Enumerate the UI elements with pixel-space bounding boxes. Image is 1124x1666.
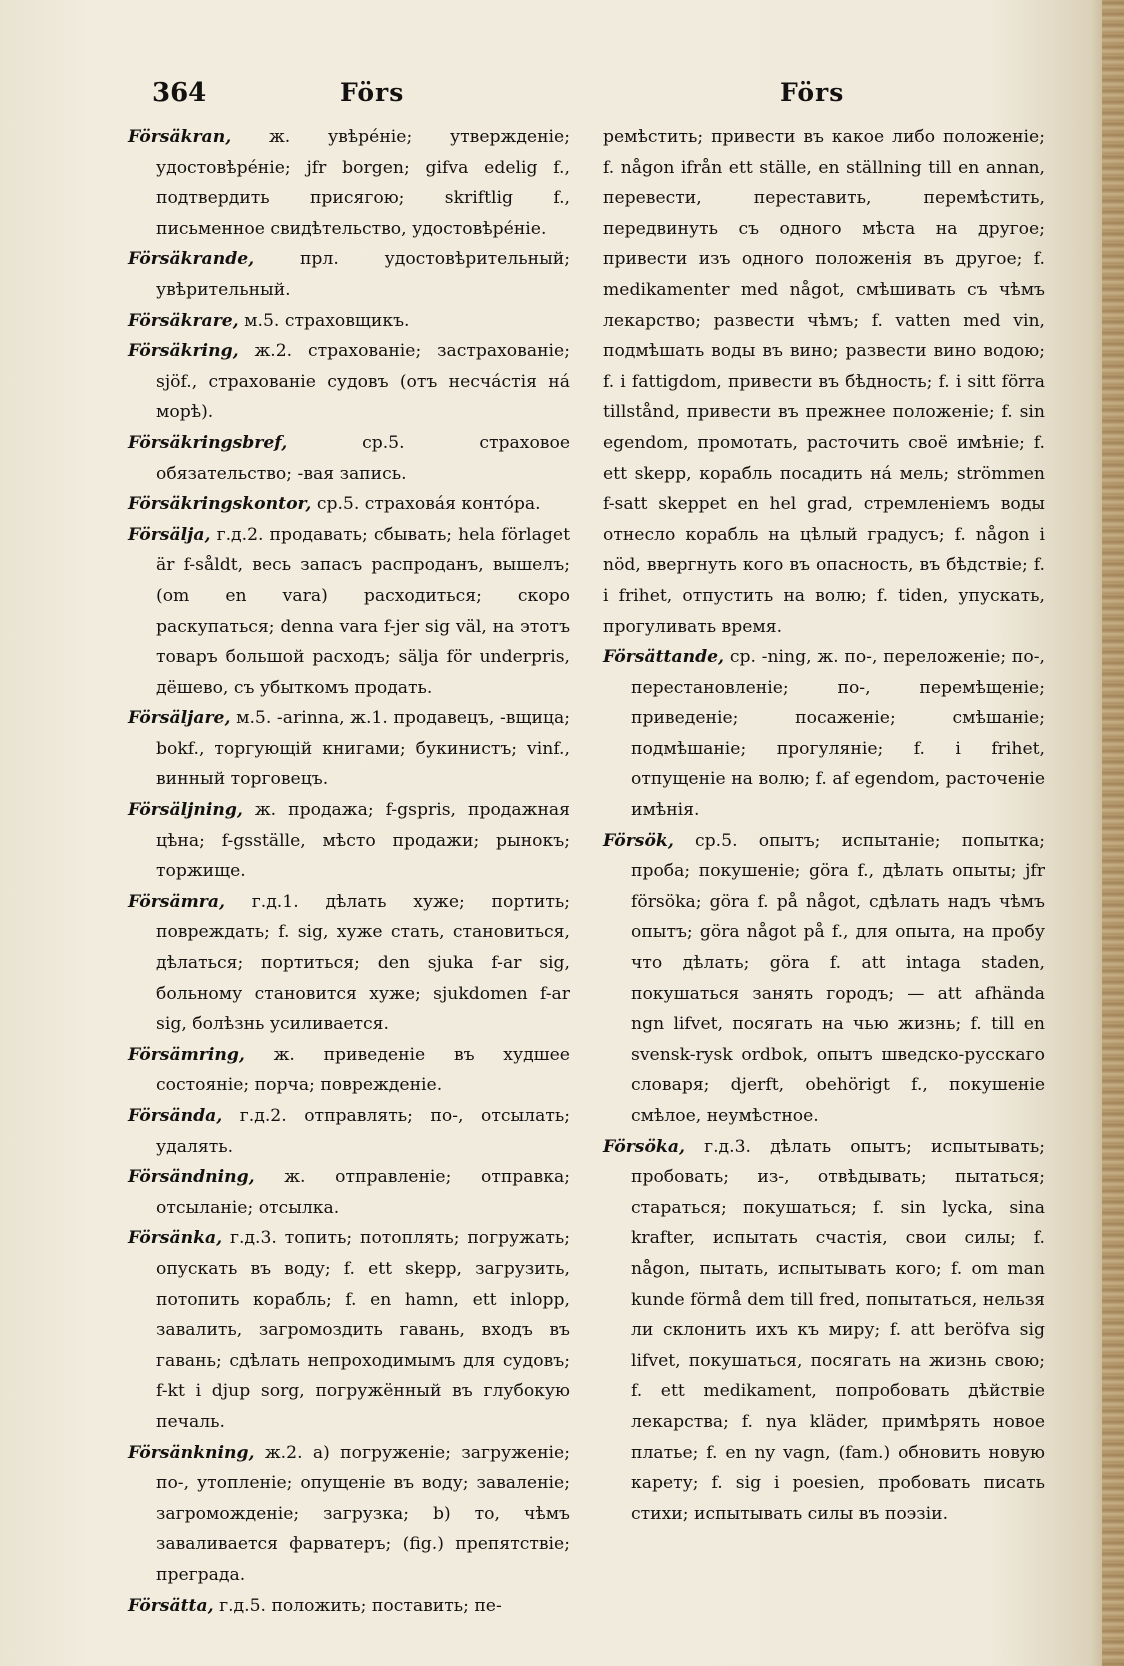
dictionary-entry <box>128 122 570 244</box>
headword: Försök, <box>603 830 674 851</box>
headword: Försöka, <box>603 1136 685 1157</box>
left-column <box>128 122 570 1621</box>
headword: Försälja, <box>128 524 211 545</box>
dictionary-entry <box>128 1438 570 1591</box>
entry-text: ж. увѣрéніе; утвержденіе; удостовѣрéніе; jfr borgen; gifva edelig f., подтвердить присягою; skriftlig f., письменное свидѣтельство, удостовѣрéніе. <box>156 127 570 239</box>
headword: Försäkring, <box>128 341 239 362</box>
headword: Försäljning, <box>128 800 243 821</box>
dictionary-entry <box>128 520 570 704</box>
headword: Försäkringskontor, <box>128 494 312 515</box>
entry-text: г.д.3. дѣлать опытъ; испытывать; пробовать; из-, отвѣдывать; пытаться; стараться; покушаться; f. sin lycka, sina krafter, испытать счастія, свои силы; f. någon, пытать, испытывать кого; f. om man kunde förmå dem till fred, попытаться, нельзя ли склонить ихъ къ миру; f. att beröfva sig lifvet, покушаться, посягать на жизнь свою; f. ett medikament, попробовать дѣйствіе лекарства; f. nya kläder, примѣрять новое платье; f. en ny vagn, (fam.) обновить новую карету; f. sig i poesien, пробовать писать стихи; испытывать силы въ поэзіи. <box>631 1136 1046 1524</box>
entry-text: ср.5. страховое обязательство; -вая запись. <box>156 432 570 484</box>
dictionary-entry <box>128 887 570 1040</box>
page-header <box>0 78 1124 114</box>
page-edge <box>1102 0 1124 1666</box>
dictionary-entry <box>128 1223 570 1437</box>
dictionary-entry <box>128 1591 570 1622</box>
dictionary-entry <box>128 795 570 887</box>
dictionary-entry <box>128 489 570 520</box>
headword: Försämring, <box>128 1044 245 1065</box>
entry-text: м.5. страховщикъ. <box>244 310 410 331</box>
entry-text: г.д.3. топить; потоплять; погружать; опускать въ воду; f. ett skepp, загрузить, потопить корабль; f. en hamn, ett inlopp, завалить, загромоздить гавань, входъ въ гавань; сдѣлать непроходимымъ для судовъ; f-kt i djup sorg, погружённый въ глубокую печаль. <box>156 1228 570 1432</box>
entry-text: г.д.2. продавать; сбывать; hela förlaget är f-såldt, весь запасъ распроданъ, вышелъ; (om en vara) расходиться; скоро раскупаться; denna vara f-jer sig väl, на этотъ товаръ большой расходъ; sälja för underpris, дёшево, съ убыткомъ продать. <box>156 524 571 698</box>
dictionary-entry <box>603 642 1045 826</box>
headword: Försäkrande, <box>128 249 255 270</box>
dictionary-entry <box>128 428 570 489</box>
right-column <box>603 122 1045 1529</box>
headword: Försättande, <box>603 647 725 668</box>
entry-text: прл. удостовѣрительный; увѣрительный. <box>156 249 570 300</box>
dictionary-entry-continued <box>603 122 1045 642</box>
headword: Försäkrare, <box>128 310 239 331</box>
entry-text: ср. -ning, ж. по-, переложеніе; по-, перестановленіе; по-, перемѣщеніе; приведеніе; посаженіе; смѣшаніе; подмѣшаніе; прогуляніе; f. i frihet, отпущеніе на волю; f. af egendom, расточеніе имѣнія. <box>631 647 1045 821</box>
entry-text: м.5. -arinna, ж.1. продавецъ, -вщица; bokf., торгующій книгами; букинистъ; vinf., винный торговецъ. <box>156 708 570 790</box>
dictionary-entry <box>128 1101 570 1162</box>
dictionary-entry <box>128 703 570 795</box>
headword: Försäkran, <box>128 127 232 147</box>
headword: Försäljare, <box>128 708 231 729</box>
entry-text: г.д.5. положить; поставить; пе- <box>219 1595 502 1616</box>
entry-text: г.д.1. дѣлать хуже; портить; повреждать; f. sig, хуже стать, становиться, дѣлаться; портиться; den sjuka f-ar sig, больному становится хуже; sjukdomen f-ar sig, болѣзнь усиливается. <box>156 891 570 1035</box>
entry-text: ср.5. страховáя контóра. <box>316 494 541 515</box>
entry-text: ремѣстить; привести въ какое либо положеніе; f. någon ifrån ett ställe, en ställning till en annan, перевести, переставить, перемѣстить, передвинуть съ одного мѣста на другое; привести изъ одного положенія въ другое; f. medikamenter med något, смѣшивать съ чѣмъ лекарство; развести чѣмъ; f. vatten med vin, подмѣшать воды въ вино; развести вино водою; f. i fattigdom, привести въ бѣдность; f. i sitt förra tillstånd, привести въ прежнее положеніе; f. sin egendom, промотать, расточить своё имѣніе; f. ett skepp, корабль посадить нá мель; strömmen f-satt skeppet en hel grad, стремленіемъ воды отнесло корабль на цѣлый градусъ; f. någon i nöd, ввергнуть кого въ опасность, въ бѣдствіе; f. i frihet, отпустить на волю; f. tiden, упускать, прогуливать время. <box>603 127 1045 637</box>
dictionary-entry <box>603 826 1045 1132</box>
dictionary-entry <box>128 1040 570 1101</box>
dictionary-entry <box>603 1132 1045 1530</box>
entry-text: ж. приведеніе въ худшее состояніе; порча; поврежденіе. <box>156 1044 570 1096</box>
entry-text: ж.2. страхованіе; застрахованіе; sjöf., страхованіе судовъ (отъ несчáстія нá морѣ). <box>156 341 570 423</box>
running-head-right: Förs <box>780 78 845 107</box>
dictionary-entry <box>128 306 570 337</box>
dictionary-entry <box>128 336 570 428</box>
entry-text: ж. отправленіе; отправка; отсыланіе; отсылка. <box>156 1167 570 1218</box>
running-head-left: Förs <box>340 78 405 107</box>
entry-text: ж.2. a) погруженіе; загруженіе; по-, утопленіе; опущеніе въ воду; заваленіе; загроможденіе; загрузка; b) то, чѣмъ заваливается фарватеръ; (fig.) препятствіе; преграда. <box>156 1442 570 1585</box>
headword: Försänkning, <box>128 1442 255 1463</box>
headword: Försändning, <box>128 1167 255 1188</box>
headword: Försända, <box>128 1106 223 1126</box>
entry-text: ж. продажа; f-gspris, продажная цѣна; f-gsställe, мѣсто продажи; рынокъ; торжище. <box>156 800 570 882</box>
headword: Försänka, <box>128 1228 223 1249</box>
headword: Försätta, <box>128 1595 214 1616</box>
headword: Försämra, <box>128 891 225 912</box>
dictionary-entry <box>128 1162 570 1223</box>
headword: Försäkringsbref, <box>128 432 288 453</box>
entry-text: г.д.2. отправлять; по-, отсылать; удалять. <box>156 1106 570 1157</box>
page-number: 364 <box>152 78 207 108</box>
entry-text: ср.5. опытъ; испытаніе; попытка; проба; покушеніе; göra f., дѣлать опыты; jfr försöka; göra f. på något, сдѣлать надъ чѣмъ опытъ; göra något på f., для опыта, на пробу что дѣлать; göra f. att intaga staden, покушаться занять городъ; — att afhända ngn lifvet, посягать на чью жизнь; f. till en svensk-rysk ordbok, опытъ шведско-русскаго словаря; djerft, obehörigt f., покушеніе смѣлое, неумѣстное. <box>631 830 1045 1126</box>
dictionary-entry <box>128 244 570 305</box>
